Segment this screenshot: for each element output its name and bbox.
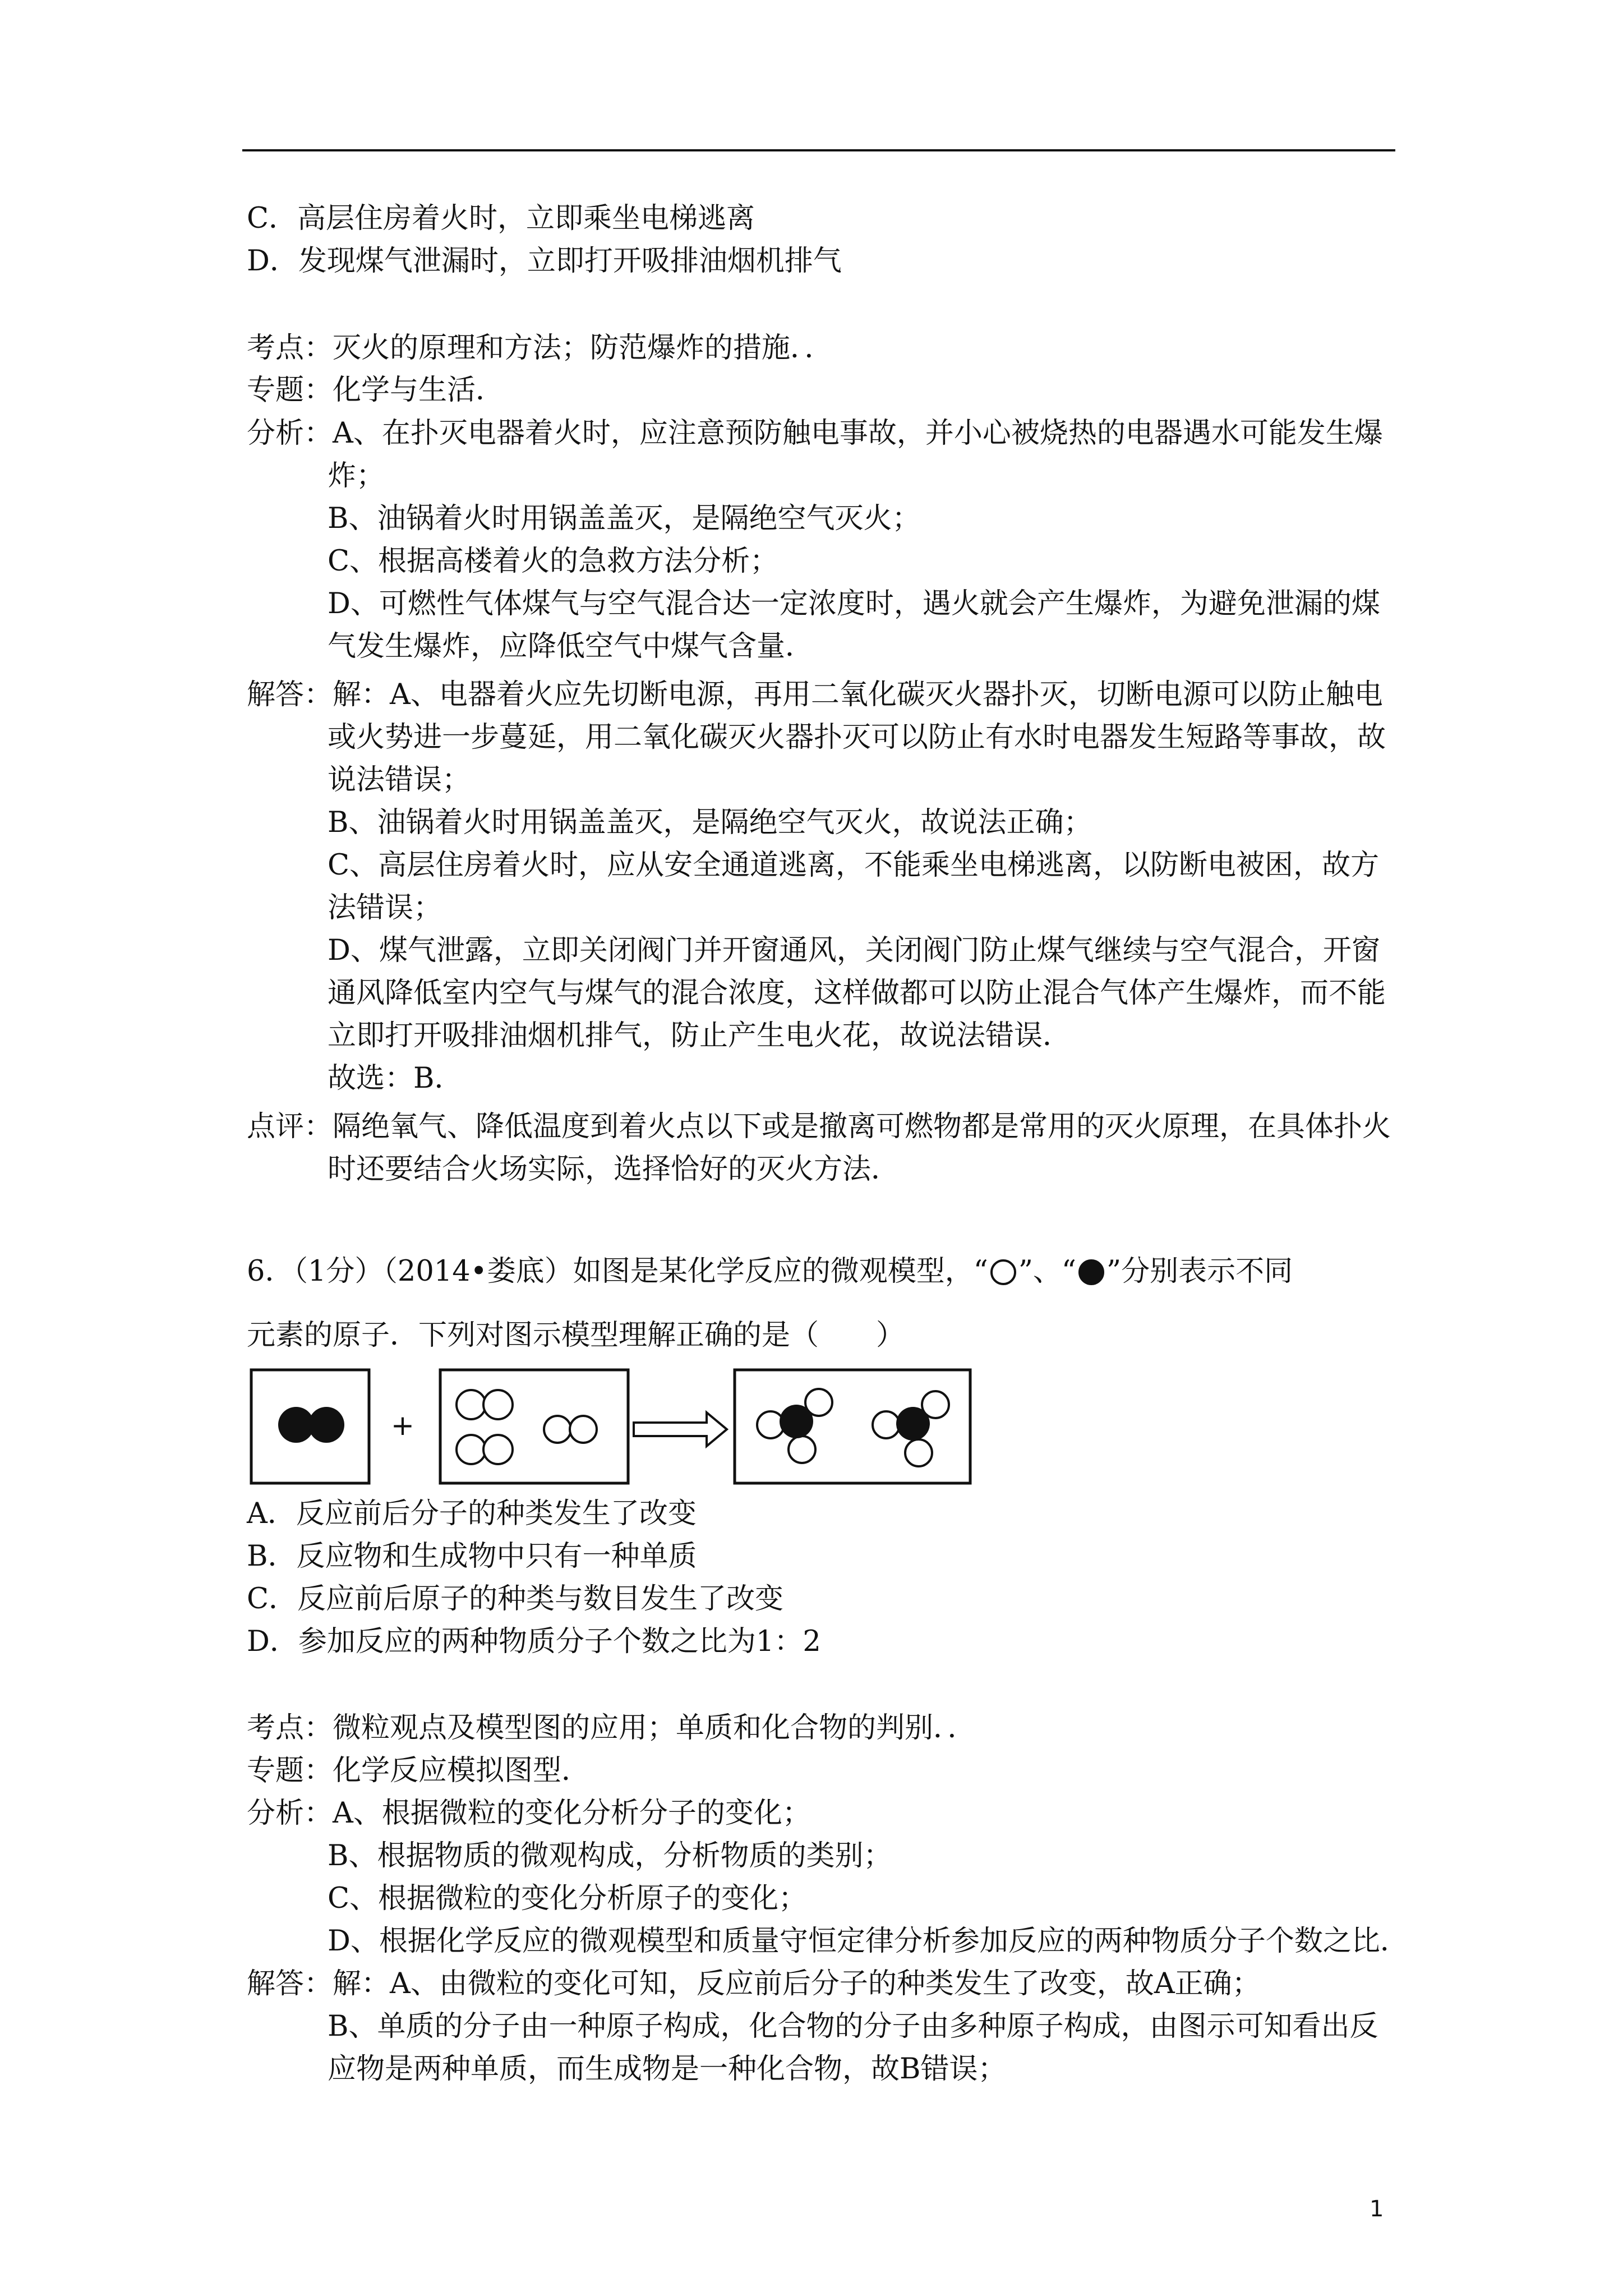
- q6-stem-line2: 元素的原子．下列对图示模型理解正确的是（ ）: [247, 1319, 905, 1352]
- q6-zhuanti: 专题：化学反应模拟图型．: [247, 1754, 591, 1787]
- q5-fenxi-line: 分析：A、在扑灭电器着火时，应注意预防触电事故，并小心被烧热的电器遇水可能发生爆: [247, 417, 1383, 450]
- q6-jieda-line: 应物是两种单质，而生成物是一种化合物，故B错误；: [328, 2053, 1007, 2086]
- hollow-atom-icon: [990, 1259, 1016, 1285]
- q5-fenxi-line: 炸；: [328, 459, 385, 493]
- q5-jieda-line: D、煤气泄露，立即关闭阀门并开窗通风，关闭阀门防止煤气继续与空气混合，开窗: [328, 934, 1380, 967]
- q5-kaodian: 考点：灭火的原理和方法；防范爆炸的措施．．: [247, 332, 833, 365]
- q6-stem-part3: ”分别表示不同: [1106, 1255, 1293, 1288]
- q5-jieda-line: 或火势进一步蔓延，用二氧化碳灭火器扑灭可以防止有水时电器发生短路等事故，故: [328, 721, 1386, 754]
- q5-jieda-line: 通风降低室内空气与煤气的混合浓度，这样做都可以防止混合气体产生爆炸，而不能: [328, 977, 1386, 1010]
- q5-jieda-line: 立即打开吸排油烟机排气，防止产生电火花，故说法错误．: [328, 1019, 1072, 1052]
- q5-fenxi-line: B、油锅着火时用锅盖盖灭，是隔绝空气灭火；: [328, 502, 921, 535]
- hollow-atom: [570, 1416, 597, 1443]
- hollow-atom: [457, 1435, 486, 1464]
- q6-kaodian: 考点：微粒观点及模型图的应用；单质和化合物的判别．．: [247, 1711, 976, 1745]
- plus-sign: +: [391, 1409, 414, 1442]
- q5-jieda-line: B、油锅着火时用锅盖盖灭，是隔绝空气灭火，故说法正确；: [328, 806, 1092, 839]
- q6-stem-line1: [247, 1252, 1293, 1291]
- q6-stem-part2: ”、“: [1018, 1255, 1077, 1288]
- q5-jieda-line: 故选：B．: [328, 1062, 463, 1095]
- q6-fenxi-line: 分析：A、根据微粒的变化分析分子的变化；: [247, 1797, 811, 1830]
- option-d: D．发现煤气泄漏时，立即打开吸排油烟机排气: [247, 245, 842, 278]
- hollow-atom: [789, 1436, 815, 1463]
- hollow-atom: [905, 1439, 932, 1466]
- q6-fenxi-line: B、根据物质的微观构成，分析物质的类别；: [328, 1839, 892, 1872]
- header-rule: [242, 149, 1395, 151]
- q5-jieda-line: C、高层住房着火时，应从安全通道逃离，不能乘坐电梯逃离，以防断电被困，故方: [328, 849, 1380, 882]
- solid-atom: [780, 1405, 813, 1438]
- solid-atom-icon: [1078, 1259, 1104, 1285]
- solid-atom: [896, 1407, 930, 1441]
- q6-option-a: A．反应前后分子的种类发生了改变: [247, 1497, 697, 1530]
- q6-jieda-line: 解答：解：A、由微粒的变化可知，反应前后分子的种类发生了改变，故A正确；: [247, 1967, 1261, 2000]
- reactant-box-2: [440, 1370, 628, 1483]
- q5-fenxi-line: D、可燃性气体煤气与空气混合达一定浓度时，遇火就会产生爆炸，为避免泄漏的煤: [328, 587, 1380, 620]
- hollow-atom: [483, 1435, 513, 1464]
- hollow-atom: [544, 1416, 571, 1443]
- q6-fenxi-line: D、根据化学反应的微观模型和质量守恒定律分析参加反应的两种物质分子个数之比．: [328, 1925, 1409, 1958]
- q5-zhuanti: 专题：化学与生活．: [247, 374, 505, 407]
- reaction-model-diagram: [247, 1360, 976, 1489]
- hollow-atom: [483, 1390, 513, 1419]
- q6-option-d: D．参加反应的两种物质分子个数之比为1：2: [247, 1625, 821, 1658]
- q6-fenxi-line: C、根据微粒的变化分析原子的变化；: [328, 1882, 808, 1915]
- q6-stem-part1: 6．（1分）（2014•娄底）如图是某化学反应的微观模型，“: [247, 1255, 988, 1288]
- q6-jieda-line: B、单质的分子由一种原子构成，化合物的分子由多种原子构成，由图示可知看出反: [328, 2010, 1378, 2043]
- q5-fenxi-line: 气发生爆炸，应降低空气中煤气含量．: [328, 630, 814, 663]
- hollow-atom: [873, 1411, 900, 1438]
- q5-jieda-line: 解答：解：A、电器着火应先切断电源，再用二氧化碳灭火器扑灭，切断电源可以防止触电: [247, 678, 1383, 711]
- q5-dianping-line: 点评：隔绝氧气、降低温度到着火点以下或是撤离可燃物都是常用的灭火原理，在具体扑火: [247, 1110, 1391, 1143]
- option-c: C．高层住房着火时，立即乘坐电梯逃离: [247, 202, 755, 235]
- q6-option-b: B．反应物和生成物中只有一种单质: [247, 1540, 697, 1573]
- q6-option-c: C．反应前后原子的种类与数目发生了改变: [247, 1582, 784, 1616]
- page-number: 1: [1370, 2196, 1384, 2222]
- q5-dianping-line: 时还要结合火场实际，选择恰好的灭火方法．: [328, 1153, 900, 1186]
- q5-fenxi-line: C、根据高楼着火的急救方法分析；: [328, 545, 779, 578]
- q5-jieda-line: 法错误；: [328, 891, 442, 924]
- solid-atom: [308, 1407, 344, 1443]
- q5-jieda-line: 说法错误；: [328, 763, 471, 797]
- hollow-atom: [457, 1390, 486, 1419]
- reaction-arrow-icon: [634, 1412, 727, 1446]
